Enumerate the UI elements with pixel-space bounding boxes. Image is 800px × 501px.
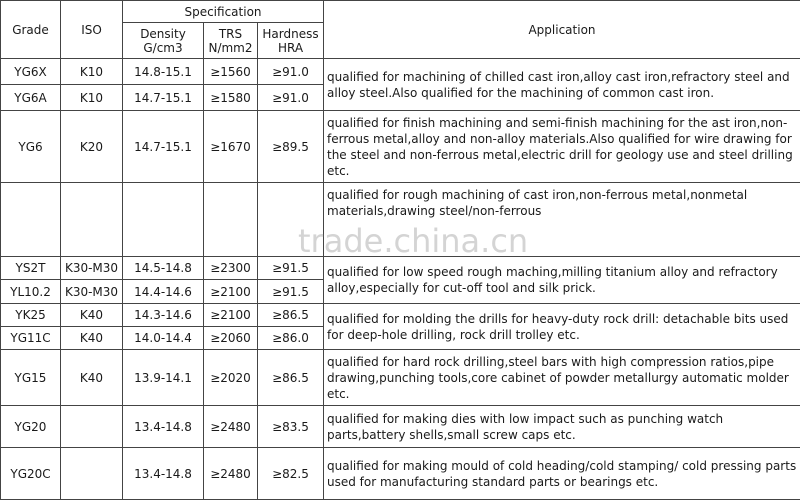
iso-cell: K30-M30 <box>61 257 123 280</box>
grade-cell: YS2T <box>1 257 61 280</box>
density-cell: 14.5-14.8 <box>123 257 204 280</box>
application-cell: qualified for finish machining and semi-finish machining for the ast iron,non-ferrous metal,alloy and non-alloy materials.Also qualified for wire drawing for the steel and non-ferrous metal,electric drill for geology use and steel drilling etc. <box>324 111 800 183</box>
grade-cell: YG11C <box>1 327 61 350</box>
iso-cell <box>61 183 123 257</box>
hardness-cell: ≥86.5 <box>258 304 324 327</box>
application-text: qualified for rough machining of cast iron,non-ferrous metal,nonmetal materials,drawing steel/non-ferrous <box>327 188 748 218</box>
density-cell: 14.3-14.6 <box>123 304 204 327</box>
grade-cell: YG15 <box>1 350 61 406</box>
trs-cell: ≥2060 <box>204 327 258 350</box>
trs-cell: ≥1670 <box>204 111 258 183</box>
iso-cell: K10 <box>61 59 123 85</box>
header-grade: Grade <box>1 1 61 59</box>
grade-cell: YG6 <box>1 111 61 183</box>
watermark: trade.china.cn <box>298 222 529 260</box>
iso-cell: K20 <box>61 111 123 183</box>
density-cell: 13.4-14.8 <box>123 406 204 448</box>
trs-cell <box>204 183 258 257</box>
trs-cell: ≥2100 <box>204 280 258 304</box>
grade-cell <box>1 183 61 257</box>
iso-cell: K30-M30 <box>61 280 123 304</box>
application-cell: qualified for making dies with low impact such as punching watch parts,battery shells,small screw caps etc. <box>324 406 800 448</box>
trs-cell: ≥2300 <box>204 257 258 280</box>
header-hardness: Hardness HRA <box>258 23 324 59</box>
table-row <box>1 448 800 500</box>
iso-cell <box>61 406 123 448</box>
hardness-cell <box>258 183 324 257</box>
hardness-cell: ≥91.5 <box>258 257 324 280</box>
hardness-cell: ≥91.0 <box>258 59 324 85</box>
header-iso: ISO <box>61 1 123 59</box>
application-cell: qualified for making mould of cold heading/cold stamping/ cold pressing parts used for manufacturing standard parts or bearings etc. <box>324 448 800 500</box>
table-row <box>1 350 800 406</box>
density-cell: 14.8-15.1 <box>123 59 204 85</box>
grade-cell: YL10.2 <box>1 280 61 304</box>
header-density: Density G/cm3 <box>123 23 204 59</box>
density-cell: 14.4-14.6 <box>123 280 204 304</box>
table-row <box>1 257 800 280</box>
iso-cell <box>61 448 123 500</box>
table-row <box>1 406 800 448</box>
density-cell: 14.7-15.1 <box>123 111 204 183</box>
header-trs: TRS N/mm2 <box>204 23 258 59</box>
trs-cell: ≥1560 <box>204 59 258 85</box>
header-specification: Specification <box>123 1 324 23</box>
trs-cell: ≥2480 <box>204 406 258 448</box>
hardness-cell: ≥86.0 <box>258 327 324 350</box>
density-cell: 14.7-15.1 <box>123 85 204 111</box>
iso-cell: K40 <box>61 350 123 406</box>
header-application: Application <box>324 1 800 59</box>
trs-cell: ≥2100 <box>204 304 258 327</box>
table-row <box>1 111 800 183</box>
hardness-cell: ≥91.5 <box>258 280 324 304</box>
grade-cell: YK25 <box>1 304 61 327</box>
iso-cell: K40 <box>61 304 123 327</box>
application-cell: qualified for machining of chilled cast iron,alloy cast iron,refractory steel and alloy steel.Also qualified for the machining of common cast iron. <box>324 59 800 111</box>
grade-cell: YG6A <box>1 85 61 111</box>
density-cell <box>123 183 204 257</box>
hardness-cell: ≥82.5 <box>258 448 324 500</box>
table-row <box>1 183 800 257</box>
grade-cell: YG20 <box>1 406 61 448</box>
hardness-cell: ≥89.5 <box>258 111 324 183</box>
density-cell: 13.9-14.1 <box>123 350 204 406</box>
hardness-cell: ≥91.0 <box>258 85 324 111</box>
hardness-cell: ≥83.5 <box>258 406 324 448</box>
application-cell <box>324 183 800 257</box>
density-cell: 13.4-14.8 <box>123 448 204 500</box>
density-cell: 14.0-14.4 <box>123 327 204 350</box>
trs-cell: ≥1580 <box>204 85 258 111</box>
application-cell: qualified for molding the drills for heavy-duty rock drill: detachable bits used for deep-hole drilling, rock drill trolley etc. <box>324 304 800 350</box>
iso-cell: K10 <box>61 85 123 111</box>
grade-cell: YG20C <box>1 448 61 500</box>
table-row <box>1 59 800 85</box>
application-cell: qualified for low speed rough maching,milling titanium alloy and refractory alloy,especially for cut-off tool and silk prick. <box>324 257 800 304</box>
grade-cell: YG6X <box>1 59 61 85</box>
table-row <box>1 304 800 327</box>
iso-cell: K40 <box>61 327 123 350</box>
hardness-cell: ≥86.5 <box>258 350 324 406</box>
application-cell: qualified for hard rock drilling,steel bars with high compression ratios,pipe drawing,punching tools,core cabinet of powder metallurgy automatic molder etc. <box>324 350 800 406</box>
trs-cell: ≥2480 <box>204 448 258 500</box>
trs-cell: ≥2020 <box>204 350 258 406</box>
